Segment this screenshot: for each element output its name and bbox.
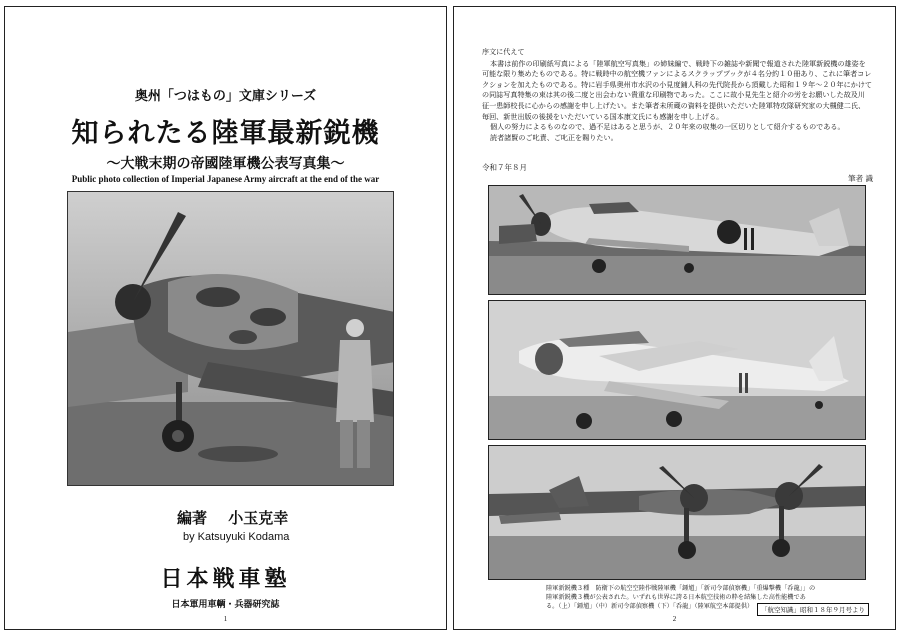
page-number-left: 1 — [223, 615, 228, 623]
english-title: Public photo collection of Imperial Japanese Army aircraft at the end of the war — [71, 174, 380, 184]
photo-recon — [488, 300, 866, 440]
editor-name: 小玉克幸 — [228, 509, 289, 527]
editor-label: 編著 — [177, 509, 208, 527]
series-name: 奥州「つはもの」文庫シリーズ — [134, 89, 317, 104]
preface-date: 令和７年８月 — [482, 163, 527, 172]
book-title: 知られたる陸軍最新鋭機 — [71, 118, 380, 149]
editor-line — [177, 507, 288, 528]
preface — [482, 47, 872, 143]
source-label: 「航空知識」昭和１８年９月号より — [757, 603, 869, 616]
publisher-subtitle: 日本軍用車輌・兵器研究誌 — [171, 600, 280, 610]
author-signature: 筆者 識 — [848, 174, 873, 183]
preface-paragraph: 個人の努力によるものなので、過不足はあると思うが、２０年来の収集の一区切りとして紹介するものである。 — [490, 122, 845, 132]
preface-heading: 序文に代えて — [482, 47, 525, 56]
right-page — [453, 6, 896, 630]
photo-bomber — [488, 445, 866, 580]
book-subtitle: ～大戦末期の帝國陸軍機公表写真集～ — [106, 156, 345, 172]
publisher-name: 日本戦車塾 — [160, 566, 291, 592]
editor-name-english: by Katsuyuki Kodama — [183, 531, 290, 543]
left-page — [4, 6, 447, 630]
preface-paragraph: 本書は前作の印刷紙写真による「陸軍航空写真集」の姉妹編で、戦時下の雑誌や新聞で報道された陸軍新鋭機の雄姿を可能な限り集めたものである。特に戦時中の航空機ファンによるスクラップブックが４名分約１０冊あり、これに筆者コレクションを加えたものである。特に岩手県奥州市水沢の小見度鋪人科の先代院長から頂戴した昭和１９年～２０年にかけての同誌写真特集の束は其の後二度と出会わない貴重な印刷物であった。ここに故小見先生と紹介の労をお願いした故及川征一患師校長に心からの感謝を申し上げたい。また筆者未所蔵の資料を提供いただいた陸軍特攻隊研究家の大槻健二氏、毎回、新世出版の後援をいただいている国本康文氏にも感謝を申し上げる。 — [482, 58, 873, 121]
photo-fighter — [488, 185, 866, 295]
cover-photo — [67, 191, 394, 486]
preface-paragraph: 読者諸賢のご叱責、ご叱正を賜りたい。 — [490, 132, 618, 142]
page-number-right: 2 — [672, 615, 677, 623]
photo-caption: 陸軍新鋭機３種 防衛下の航空空陸作戦陸軍機「鍾馗」「新司令部偵察機」「重爆撃機「呑龍」」の陸軍新鋭機３機が公表された。いずれも世界に誇る日本航空技術の粋を結集した高性能機である。（上）「鍾馗」（中）新司令部偵察機（下）「呑龍」（陸軍航空本部提供） — [546, 585, 816, 610]
